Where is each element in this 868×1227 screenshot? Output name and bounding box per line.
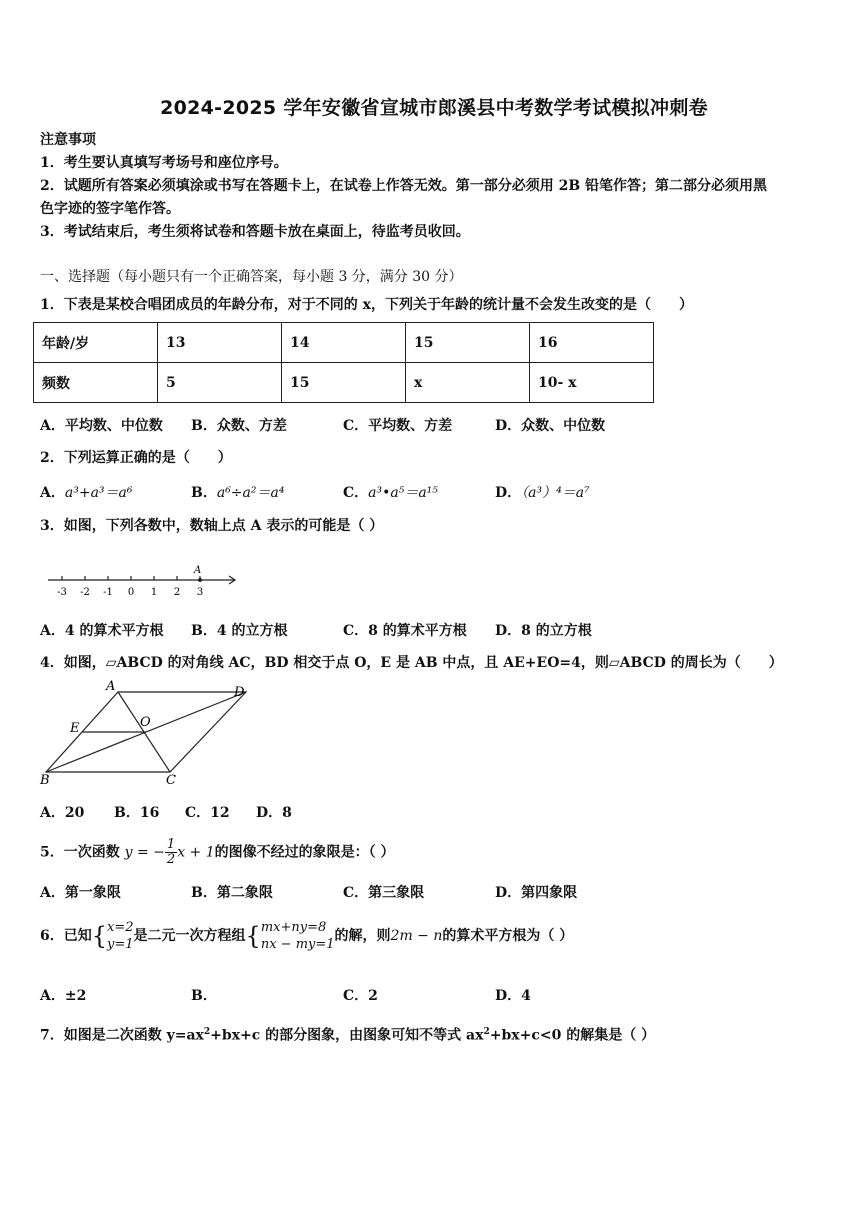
tick-label: -3 (57, 587, 67, 598)
q2-option-c[interactable] (343, 482, 438, 502)
q4-option-a[interactable]: A．20 (40, 805, 85, 821)
q2-option-b[interactable] (191, 482, 284, 502)
equation-2: nx − my=1 (260, 937, 335, 952)
option-expr: a⁶÷a²＝a⁴ (216, 485, 285, 501)
table-row (34, 323, 654, 363)
parallelogram-figure (38, 680, 253, 790)
q7-stem-mid: +bx+c 的部分图象，由图象可知不等式 ax (210, 1027, 484, 1044)
label-d: D (234, 685, 245, 700)
q5-option-c[interactable]: C．第三象限 (343, 885, 425, 901)
option-label: A． (40, 485, 65, 501)
tick-label: 3 (196, 587, 204, 598)
table-cell: x (406, 363, 530, 403)
q6-post: 的算术平方根为（ ） (442, 928, 574, 944)
q5-eq-left: y = − (124, 844, 165, 861)
option-expr: a³•a⁵＝a¹⁵ (368, 485, 438, 501)
q1-option-b[interactable]: B．众数、方差 (191, 418, 287, 434)
number-line-ticks (57, 576, 203, 598)
label-o: O (140, 715, 151, 730)
table-cell: 频数 (34, 363, 158, 403)
q4-option-c[interactable]: C．12 (185, 805, 230, 821)
number-line-figure (46, 564, 242, 600)
q2-option-d[interactable] (495, 482, 590, 502)
q5-stem-pre: 5．一次函数 (40, 844, 120, 861)
q7-stem-post: +bx+c<0 的解集是（ ） (489, 1027, 656, 1044)
q5-option-a[interactable]: A．第一象限 (40, 885, 121, 901)
label-e: E (70, 721, 80, 736)
q7-exponent-2: 2 (483, 1027, 490, 1037)
q3-option-d[interactable]: D．8 的立方根 (495, 623, 592, 639)
age-table (33, 322, 654, 403)
q5-eq-right: x + 1 (177, 844, 215, 861)
option-expr: （a³）⁴＝a⁷ (521, 485, 590, 501)
q5-option-d[interactable]: D．第四象限 (495, 885, 578, 901)
option-label: D． (495, 485, 522, 501)
q6-solution (107, 919, 134, 953)
q4-option-d[interactable]: D．8 (256, 805, 292, 821)
label-a: A (106, 680, 116, 694)
q3-stem: 3．如图，下列各数中，数轴上点 A 表示的可能是（ ） (40, 518, 384, 534)
q1-option-a[interactable]: A．平均数、中位数 (40, 418, 163, 434)
q7-stem-pre: 7．如图是二次函数 y=ax (40, 1027, 204, 1044)
q4-stem: 4．如图，▱ABCD 的对角线 AC，BD 相交于点 O，E 是 AB 中点，且 AE+EO=4，则▱ABCD 的周长为（ ） (40, 655, 783, 671)
q5-stem-post: 的图像不经过的象限是：（ ） (214, 844, 395, 861)
q2-option-a[interactable] (40, 482, 132, 502)
equation-1: mx+ny=8 (260, 920, 327, 935)
q6-option-d[interactable]: D．4 (495, 988, 531, 1004)
q6-expr: 2m − n (390, 928, 443, 944)
notice-item-1: 1．考生要认真填写考场号和座位序号。 (40, 155, 288, 171)
table-row (34, 363, 654, 403)
notice-item-3: 3．考试结束后，考生须将试卷和答题卡放在桌面上，待监考员收回。 (40, 224, 470, 240)
q6-option-a[interactable]: A．±2 (40, 988, 87, 1004)
q6-mid: 是二元一次方程组 (133, 928, 246, 944)
point-a-label: A (194, 565, 202, 576)
solution-x: x=2 (107, 920, 134, 935)
q5-stem (40, 838, 395, 867)
option-label: C． (343, 485, 369, 501)
table-cell: 16 (530, 323, 654, 363)
q6-pre: 6．已知 (40, 928, 92, 944)
tick-label: 2 (173, 587, 181, 598)
notice-item-2-cont: 色字迹的签字笔作答。 (40, 201, 180, 217)
q5-fraction (165, 838, 177, 867)
q6-system (261, 919, 335, 953)
notice-heading: 注意事项 (40, 132, 96, 148)
q1-stem: 1．下表是某校合唱团成员的年龄分布，对于不同的 x，下列关于年龄的统计量不会发生改变的是（ ） (40, 297, 693, 313)
table-cell: 10- x (530, 363, 654, 403)
q6-post-pre: 的解，则 (334, 928, 391, 944)
q1-option-c[interactable]: C．平均数、方差 (343, 418, 453, 434)
tick-label: 0 (127, 587, 135, 598)
point-a-dot (198, 578, 202, 582)
q4-option-b[interactable]: B．16 (114, 805, 160, 821)
notice-item-2: 2．试题所有答案必须填涂或书写在答题卡上，在试卷上作答无效。第一部分必须用 2B 铅笔作答；第二部分必须用黑 (40, 178, 768, 194)
fraction-denominator: 2 (166, 852, 176, 867)
q7-exponent: 2 (203, 1027, 211, 1037)
option-expr: a³+a³＝a⁶ (64, 485, 133, 501)
q2-stem: 2．下列运算正确的是（ ） (40, 450, 232, 466)
brace-icon: { (91, 922, 108, 950)
q7-stem (40, 1022, 655, 1046)
q6-option-b[interactable]: B． (191, 988, 217, 1004)
table-cell: 15 (406, 323, 530, 363)
table-cell: 5 (158, 363, 282, 403)
fraction-numerator: 1 (166, 837, 176, 852)
tick-label: -1 (103, 587, 113, 598)
q3-option-a[interactable]: A．4 的算术平方根 (40, 623, 164, 639)
q6-option-c[interactable]: C．2 (343, 988, 378, 1004)
brace-icon: { (245, 922, 261, 950)
solution-y: y=1 (107, 937, 134, 952)
table-cell: 13 (158, 323, 282, 363)
table-cell: 14 (282, 323, 406, 363)
q1-option-d[interactable]: D．众数、中位数 (495, 418, 606, 434)
option-label: B． (191, 485, 217, 501)
tick-label: 1 (150, 587, 158, 598)
label-b: B (40, 773, 50, 788)
q5-option-b[interactable]: B．第二象限 (191, 885, 273, 901)
table-cell: 年龄/岁 (34, 323, 158, 363)
page-title: 2024-2025 学年安徽省宣城市郎溪县中考数学考试模拟冲刺卷 (160, 97, 708, 119)
q3-option-b[interactable]: B．4 的立方根 (191, 623, 288, 639)
label-c: C (166, 773, 176, 788)
q3-option-c[interactable]: C．8 的算术平方根 (343, 623, 467, 639)
q6-stem (40, 916, 573, 956)
tick-label: -2 (80, 587, 90, 598)
table-cell: 15 (282, 363, 406, 403)
section-heading: 一、选择题（每小题只有一个正确答案，每小题 3 分，满分 30 分） (40, 269, 463, 285)
